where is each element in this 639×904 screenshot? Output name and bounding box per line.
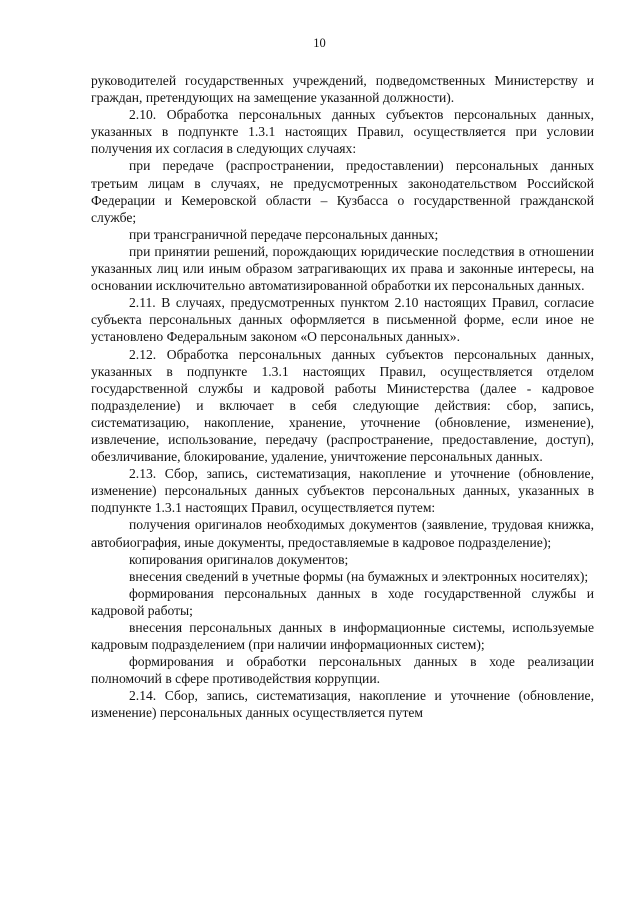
list-item-crossborder: при трансграничной передаче персональных данных; (129, 226, 439, 242)
paragraph-continuation: руководителей государственных учреждений, подведомственных Министерству и граждан, претендующих на замещение указанной должности). (91, 73, 594, 106)
document-body (91, 72, 594, 722)
list-item-forms: внесения сведений в учетные формы (на бумажных и электронных носителях); (129, 568, 589, 584)
list-item-info-systems: внесения персональных данных в информационные системы, используемые кадровым подразделением (при наличии информационных систем); (91, 620, 594, 653)
paragraph-2-12: 2.12. Обработка персональных данных субъектов персональных данных, указанных в подпункте 1.3.1 настоящих Правил, осуществляется отделом государственной службы и кадровой работы Министерства (далее - кадровое подразделение) и включает в себя следующие действия: сбор, запись, систематизацию, накопление, хранение, уточнение (обновление, изменение), извлечение, использование, передачу (распространение, предоставление, доступ), обезличивание, блокирование, удаление, уничтожение персональных данных. (91, 346, 594, 465)
paragraph-2-11: 2.11. В случаях, предусмотренных пунктом 2.10 настоящих Правил, согласие субъекта персональных данных оформляется в письменной форме, если иное не установлено Федеральным законом «О персональных данных». (91, 295, 594, 345)
list-item-anticorruption: формирования и обработки персональных данных в ходе реализации полномочий в сфере противодействия коррупции. (91, 654, 594, 687)
list-item-copying: копирования оригиналов документов; (129, 551, 349, 567)
list-item-automated-decisions: при принятии решений, порождающих юридические последствия в отношении указанных лиц или иным образом затрагивающих их права и законные интересы, на основании исключительно автоматизированной обработки их персональных данных. (91, 243, 594, 294)
page-number: 10 (313, 36, 326, 50)
list-item-forming: формирования персональных данных в ходе государственной службы и кадровой работы; (91, 585, 594, 618)
paragraph-2-10: 2.10. Обработка персональных данных субъектов персональных данных, указанных в подпункте 1.3.1 настоящих Правил, осуществляется при условии получения их согласия в следующих случаях: (91, 107, 594, 157)
list-item-transfer: при передаче (распространении, предоставлении) персональных данных третьим лицам в случаях, не предусмотренных законодательством Российской Федерации и Кемеровской области – Кузбасса о государственной гражданской службе; (91, 158, 594, 225)
list-item-originals: получения оригиналов необходимых документов (заявление, трудовая книжка, автобиография, иные документы, предоставляемые в кадровое подразделение); (91, 517, 594, 550)
paragraph-2-13: 2.13. Сбор, запись, систематизация, накопление и уточнение (обновление, изменение) персональных данных субъектов персональных данных, указанных в подпункте 1.3.1 настоящих Правил, осуществляется путем: (91, 466, 594, 516)
paragraph-2-14: 2.14. Сбор, запись, систематизация, накопление и уточнение (обновление, изменение) персональных данных осуществляется путем (91, 688, 594, 721)
